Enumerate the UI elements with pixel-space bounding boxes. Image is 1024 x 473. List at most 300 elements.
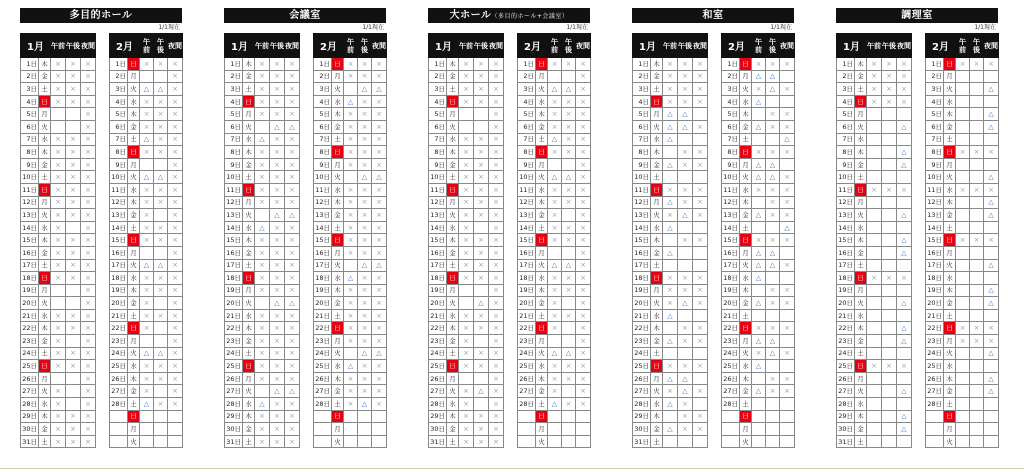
slot-cell[interactable] [897,372,912,385]
slot-cell[interactable] [474,196,489,209]
slot-cell[interactable] [882,158,897,171]
slot-cell[interactable] [882,95,897,108]
slot-cell[interactable] [897,385,912,398]
slot-cell[interactable] [344,347,358,360]
slot-cell[interactable] [780,347,795,360]
slot-cell[interactable] [358,246,372,259]
slot-cell[interactable] [897,259,912,272]
slot-cell[interactable] [344,335,358,348]
slot-cell[interactable] [140,322,154,335]
slot-cell[interactable] [270,398,285,411]
slot-cell[interactable] [867,133,882,146]
slot-cell[interactable] [780,309,795,322]
slot-cell[interactable] [678,108,693,121]
slot-cell[interactable] [576,171,591,184]
slot-cell[interactable] [51,297,66,310]
slot-cell[interactable] [474,158,489,171]
slot-cell[interactable] [140,398,154,411]
slot-cell[interactable] [752,146,766,159]
slot-cell[interactable] [270,423,285,436]
slot-cell[interactable] [489,133,504,146]
slot-cell[interactable] [168,423,183,436]
slot-cell[interactable] [548,95,562,108]
slot-cell[interactable] [562,297,576,310]
slot-cell[interactable] [140,95,154,108]
slot-cell[interactable] [693,259,708,272]
slot-cell[interactable] [562,309,576,322]
slot-cell[interactable] [780,183,795,196]
slot-cell[interactable] [970,272,984,285]
slot-cell[interactable] [752,108,766,121]
slot-cell[interactable] [956,58,970,71]
slot-cell[interactable] [474,372,489,385]
slot-cell[interactable] [344,95,358,108]
slot-cell[interactable] [51,146,66,159]
slot-cell[interactable] [548,335,562,348]
slot-cell[interactable] [270,297,285,310]
slot-cell[interactable] [358,322,372,335]
slot-cell[interactable] [897,309,912,322]
slot-cell[interactable] [752,435,766,448]
slot-cell[interactable] [489,158,504,171]
slot-cell[interactable] [372,335,387,348]
slot-cell[interactable] [956,284,970,297]
slot-cell[interactable] [285,133,300,146]
slot-cell[interactable] [984,309,999,322]
slot-cell[interactable] [372,171,387,184]
slot-cell[interactable] [140,410,154,423]
slot-cell[interactable] [576,410,591,423]
slot-cell[interactable] [867,335,882,348]
slot-cell[interactable] [358,70,372,83]
slot-cell[interactable] [154,372,168,385]
slot-cell[interactable] [154,133,168,146]
slot-cell[interactable] [168,398,183,411]
slot-cell[interactable] [168,133,183,146]
slot-cell[interactable] [752,183,766,196]
slot-cell[interactable] [344,108,358,121]
slot-cell[interactable] [66,259,81,272]
slot-cell[interactable] [548,322,562,335]
slot-cell[interactable] [459,385,474,398]
slot-cell[interactable] [897,158,912,171]
slot-cell[interactable] [693,171,708,184]
slot-cell[interactable] [970,120,984,133]
slot-cell[interactable] [474,398,489,411]
slot-cell[interactable] [51,58,66,71]
slot-cell[interactable] [168,322,183,335]
slot-cell[interactable] [780,259,795,272]
slot-cell[interactable] [66,398,81,411]
slot-cell[interactable] [489,272,504,285]
slot-cell[interactable] [344,410,358,423]
slot-cell[interactable] [81,347,96,360]
slot-cell[interactable] [663,83,678,96]
slot-cell[interactable] [358,309,372,322]
slot-cell[interactable] [867,435,882,448]
slot-cell[interactable] [372,58,387,71]
slot-cell[interactable] [489,171,504,184]
slot-cell[interactable] [66,171,81,184]
slot-cell[interactable] [358,385,372,398]
slot-cell[interactable] [897,272,912,285]
slot-cell[interactable] [867,385,882,398]
slot-cell[interactable] [678,234,693,247]
slot-cell[interactable] [270,284,285,297]
slot-cell[interactable] [66,284,81,297]
slot-cell[interactable] [372,259,387,272]
slot-cell[interactable] [882,146,897,159]
slot-cell[interactable] [956,146,970,159]
slot-cell[interactable] [780,146,795,159]
slot-cell[interactable] [459,171,474,184]
slot-cell[interactable] [270,410,285,423]
slot-cell[interactable] [678,95,693,108]
slot-cell[interactable] [285,120,300,133]
slot-cell[interactable] [51,259,66,272]
slot-cell[interactable] [678,58,693,71]
slot-cell[interactable] [780,209,795,222]
slot-cell[interactable] [548,410,562,423]
slot-cell[interactable] [168,83,183,96]
slot-cell[interactable] [882,372,897,385]
slot-cell[interactable] [678,146,693,159]
slot-cell[interactable] [970,171,984,184]
slot-cell[interactable] [51,410,66,423]
slot-cell[interactable] [154,234,168,247]
slot-cell[interactable] [285,385,300,398]
slot-cell[interactable] [154,209,168,222]
slot-cell[interactable] [154,272,168,285]
slot-cell[interactable] [576,435,591,448]
slot-cell[interactable] [285,372,300,385]
slot-cell[interactable] [140,246,154,259]
slot-cell[interactable] [678,120,693,133]
slot-cell[interactable] [663,259,678,272]
slot-cell[interactable] [285,309,300,322]
slot-cell[interactable] [562,246,576,259]
slot-cell[interactable] [489,398,504,411]
slot-cell[interactable] [140,272,154,285]
slot-cell[interactable] [140,133,154,146]
slot-cell[interactable] [474,435,489,448]
slot-cell[interactable] [255,335,270,348]
slot-cell[interactable] [344,221,358,234]
slot-cell[interactable] [168,158,183,171]
slot-cell[interactable] [780,171,795,184]
slot-cell[interactable] [766,158,780,171]
slot-cell[interactable] [168,297,183,310]
slot-cell[interactable] [548,108,562,121]
slot-cell[interactable] [344,385,358,398]
slot-cell[interactable] [970,284,984,297]
slot-cell[interactable] [548,234,562,247]
slot-cell[interactable] [270,83,285,96]
slot-cell[interactable] [51,108,66,121]
slot-cell[interactable] [285,146,300,159]
slot-cell[interactable] [956,95,970,108]
slot-cell[interactable] [780,322,795,335]
slot-cell[interactable] [663,108,678,121]
slot-cell[interactable] [358,58,372,71]
slot-cell[interactable] [255,58,270,71]
slot-cell[interactable] [663,95,678,108]
slot-cell[interactable] [882,133,897,146]
slot-cell[interactable] [897,410,912,423]
slot-cell[interactable] [984,410,999,423]
slot-cell[interactable] [576,284,591,297]
slot-cell[interactable] [693,347,708,360]
slot-cell[interactable] [780,133,795,146]
slot-cell[interactable] [956,385,970,398]
slot-cell[interactable] [81,70,96,83]
slot-cell[interactable] [66,435,81,448]
slot-cell[interactable] [344,58,358,71]
slot-cell[interactable] [66,322,81,335]
slot-cell[interactable] [897,146,912,159]
slot-cell[interactable] [270,322,285,335]
slot-cell[interactable] [678,360,693,373]
slot-cell[interactable] [51,423,66,436]
slot-cell[interactable] [663,398,678,411]
slot-cell[interactable] [270,259,285,272]
slot-cell[interactable] [882,284,897,297]
slot-cell[interactable] [474,133,489,146]
slot-cell[interactable] [81,372,96,385]
slot-cell[interactable] [270,234,285,247]
slot-cell[interactable] [474,272,489,285]
slot-cell[interactable] [154,58,168,71]
slot-cell[interactable] [270,309,285,322]
slot-cell[interactable] [459,272,474,285]
slot-cell[interactable] [984,385,999,398]
slot-cell[interactable] [693,108,708,121]
slot-cell[interactable] [474,58,489,71]
slot-cell[interactable] [956,234,970,247]
slot-cell[interactable] [270,146,285,159]
slot-cell[interactable] [984,335,999,348]
slot-cell[interactable] [285,347,300,360]
slot-cell[interactable] [548,259,562,272]
slot-cell[interactable] [489,234,504,247]
slot-cell[interactable] [780,372,795,385]
slot-cell[interactable] [168,70,183,83]
slot-cell[interactable] [51,209,66,222]
slot-cell[interactable] [255,209,270,222]
slot-cell[interactable] [372,297,387,310]
slot-cell[interactable] [459,234,474,247]
slot-cell[interactable] [663,209,678,222]
slot-cell[interactable] [51,335,66,348]
slot-cell[interactable] [255,322,270,335]
slot-cell[interactable] [344,435,358,448]
slot-cell[interactable] [678,410,693,423]
slot-cell[interactable] [693,221,708,234]
slot-cell[interactable] [576,221,591,234]
slot-cell[interactable] [344,196,358,209]
slot-cell[interactable] [752,209,766,222]
slot-cell[interactable] [562,410,576,423]
slot-cell[interactable] [562,234,576,247]
slot-cell[interactable] [548,133,562,146]
slot-cell[interactable] [663,158,678,171]
slot-cell[interactable] [882,347,897,360]
slot-cell[interactable] [168,410,183,423]
slot-cell[interactable] [154,246,168,259]
slot-cell[interactable] [51,372,66,385]
slot-cell[interactable] [344,259,358,272]
slot-cell[interactable] [358,133,372,146]
slot-cell[interactable] [882,183,897,196]
slot-cell[interactable] [358,196,372,209]
slot-cell[interactable] [81,221,96,234]
slot-cell[interactable] [867,83,882,96]
slot-cell[interactable] [693,322,708,335]
slot-cell[interactable] [372,272,387,285]
slot-cell[interactable] [358,372,372,385]
slot-cell[interactable] [970,183,984,196]
slot-cell[interactable] [372,372,387,385]
slot-cell[interactable] [882,322,897,335]
slot-cell[interactable] [576,120,591,133]
slot-cell[interactable] [956,410,970,423]
slot-cell[interactable] [270,95,285,108]
slot-cell[interactable] [780,108,795,121]
slot-cell[interactable] [81,435,96,448]
slot-cell[interactable] [663,183,678,196]
slot-cell[interactable] [154,183,168,196]
slot-cell[interactable] [882,297,897,310]
slot-cell[interactable] [140,385,154,398]
slot-cell[interactable] [51,398,66,411]
slot-cell[interactable] [358,335,372,348]
slot-cell[interactable] [663,423,678,436]
slot-cell[interactable] [663,196,678,209]
slot-cell[interactable] [984,297,999,310]
slot-cell[interactable] [66,234,81,247]
slot-cell[interactable] [897,234,912,247]
slot-cell[interactable] [867,58,882,71]
slot-cell[interactable] [358,398,372,411]
slot-cell[interactable] [693,83,708,96]
slot-cell[interactable] [285,335,300,348]
slot-cell[interactable] [956,360,970,373]
slot-cell[interactable] [51,272,66,285]
slot-cell[interactable] [255,360,270,373]
slot-cell[interactable] [882,385,897,398]
slot-cell[interactable] [66,133,81,146]
slot-cell[interactable] [576,297,591,310]
slot-cell[interactable] [270,246,285,259]
slot-cell[interactable] [489,410,504,423]
slot-cell[interactable] [489,297,504,310]
slot-cell[interactable] [984,196,999,209]
slot-cell[interactable] [168,309,183,322]
slot-cell[interactable] [154,146,168,159]
slot-cell[interactable] [984,259,999,272]
slot-cell[interactable] [344,183,358,196]
slot-cell[interactable] [766,183,780,196]
slot-cell[interactable] [344,83,358,96]
slot-cell[interactable] [897,196,912,209]
slot-cell[interactable] [459,322,474,335]
slot-cell[interactable] [81,246,96,259]
slot-cell[interactable] [970,146,984,159]
slot-cell[interactable] [678,83,693,96]
slot-cell[interactable] [344,234,358,247]
slot-cell[interactable] [51,234,66,247]
slot-cell[interactable] [548,58,562,71]
slot-cell[interactable] [358,108,372,121]
slot-cell[interactable] [489,95,504,108]
slot-cell[interactable] [474,246,489,259]
slot-cell[interactable] [81,108,96,121]
slot-cell[interactable] [81,58,96,71]
slot-cell[interactable] [678,423,693,436]
slot-cell[interactable] [459,221,474,234]
slot-cell[interactable] [678,171,693,184]
slot-cell[interactable] [270,209,285,222]
slot-cell[interactable] [867,284,882,297]
slot-cell[interactable] [140,234,154,247]
slot-cell[interactable] [358,234,372,247]
slot-cell[interactable] [752,171,766,184]
slot-cell[interactable] [81,423,96,436]
slot-cell[interactable] [562,58,576,71]
slot-cell[interactable] [489,246,504,259]
slot-cell[interactable] [970,209,984,222]
slot-cell[interactable] [576,259,591,272]
slot-cell[interactable] [970,196,984,209]
slot-cell[interactable] [663,410,678,423]
slot-cell[interactable] [474,120,489,133]
slot-cell[interactable] [255,398,270,411]
slot-cell[interactable] [474,335,489,348]
slot-cell[interactable] [897,209,912,222]
slot-cell[interactable] [255,385,270,398]
slot-cell[interactable] [752,335,766,348]
slot-cell[interactable] [285,410,300,423]
slot-cell[interactable] [81,398,96,411]
slot-cell[interactable] [372,183,387,196]
slot-cell[interactable] [882,335,897,348]
slot-cell[interactable] [285,183,300,196]
slot-cell[interactable] [752,398,766,411]
slot-cell[interactable] [285,70,300,83]
slot-cell[interactable] [372,70,387,83]
slot-cell[interactable] [66,70,81,83]
slot-cell[interactable] [663,120,678,133]
slot-cell[interactable] [489,259,504,272]
slot-cell[interactable] [752,284,766,297]
slot-cell[interactable] [81,158,96,171]
slot-cell[interactable] [270,360,285,373]
slot-cell[interactable] [140,347,154,360]
slot-cell[interactable] [168,435,183,448]
slot-cell[interactable] [752,259,766,272]
slot-cell[interactable] [882,272,897,285]
slot-cell[interactable] [474,83,489,96]
slot-cell[interactable] [867,221,882,234]
slot-cell[interactable] [970,435,984,448]
slot-cell[interactable] [780,385,795,398]
slot-cell[interactable] [489,360,504,373]
slot-cell[interactable] [474,309,489,322]
slot-cell[interactable] [255,70,270,83]
slot-cell[interactable] [678,133,693,146]
slot-cell[interactable] [576,385,591,398]
slot-cell[interactable] [81,385,96,398]
